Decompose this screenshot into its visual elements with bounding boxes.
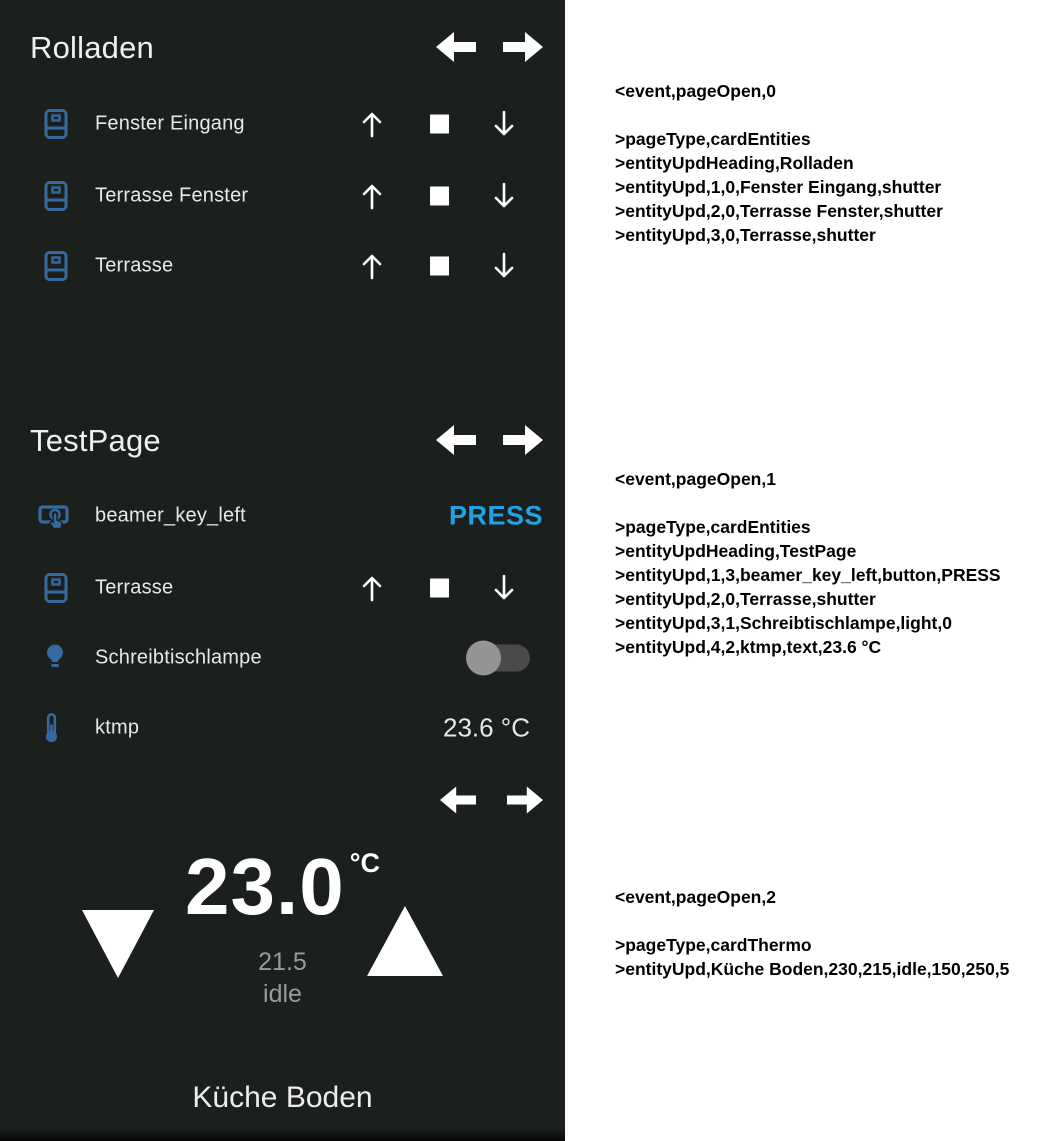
next-page-button[interactable] <box>507 785 543 815</box>
entity-label: Schreibtischlampe <box>95 646 262 669</box>
entity-row <box>0 638 565 678</box>
log-lines <box>615 933 1009 981</box>
shutter-up-button[interactable] <box>359 110 385 138</box>
log-line: >entityUpd,Küche Boden,230,215,idle,150,250,5 <box>615 959 1010 979</box>
shutter-stop-button[interactable] <box>430 187 449 206</box>
entity-label: Terrasse <box>95 576 174 599</box>
temperature-unit: °C <box>349 848 380 878</box>
log-line: >entityUpdHeading,Rolladen <box>615 153 854 173</box>
log-event-line: <event,pageOpen,2 <box>615 887 776 907</box>
page-nav <box>440 785 543 815</box>
log-lines <box>615 515 1001 659</box>
page-title: Rolladen <box>30 30 154 65</box>
entity-label: Terrasse <box>95 254 174 277</box>
entity-label: Fenster Eingang <box>95 112 245 135</box>
log-line: >pageType,cardThermo <box>615 935 812 955</box>
entity-row <box>0 246 565 286</box>
light-toggle-off[interactable] <box>467 645 530 672</box>
log-event-line: <event,pageOpen,1 <box>615 469 776 489</box>
thermostat-title: Küche Boden <box>192 1081 373 1114</box>
entity-row <box>0 104 565 144</box>
prev-page-button[interactable] <box>436 32 476 62</box>
log-line: >entityUpd,3,0,Terrasse,shutter <box>615 225 876 245</box>
window-shutter-icon <box>44 573 68 604</box>
shutter-down-button[interactable] <box>491 110 517 138</box>
shutter-stop-button[interactable] <box>430 257 449 276</box>
log-line: >pageType,cardEntities <box>615 129 811 149</box>
toggle-knob <box>466 641 501 676</box>
entity-row <box>0 496 565 536</box>
next-page-button[interactable] <box>503 32 543 62</box>
log-block-page0 <box>615 79 943 247</box>
entity-label: beamer_key_left <box>95 504 246 527</box>
thermometer-icon <box>44 713 59 744</box>
shutter-up-button[interactable] <box>359 252 385 280</box>
log-line: >entityUpdHeading,TestPage <box>615 541 857 561</box>
card-rolladen <box>0 0 565 393</box>
lightbulb-icon <box>44 643 66 673</box>
window-shutter-icon <box>44 181 68 212</box>
log-block-page2 <box>615 885 1009 981</box>
entity-row <box>0 568 565 608</box>
log-line: >entityUpd,1,0,Fenster Eingang,shutter <box>615 177 942 197</box>
protocol-log-column <box>615 0 1045 1141</box>
page-nav <box>436 425 543 455</box>
log-line: >entityUpd,1,3,beamer_key_left,button,PRESS <box>615 565 1001 585</box>
hvac-state: idle <box>263 980 302 1008</box>
log-line: >entityUpd,2,0,Terrasse,shutter <box>615 589 876 609</box>
entity-label: Terrasse Fenster <box>95 184 249 207</box>
entity-label: ktmp <box>95 716 140 739</box>
window-shutter-icon <box>44 109 68 140</box>
press-button[interactable]: PRESS <box>448 500 543 531</box>
sensor-value: 23.6 °C <box>442 712 530 743</box>
shutter-up-button[interactable] <box>359 182 385 210</box>
shutter-stop-button[interactable] <box>430 579 449 598</box>
log-line: >entityUpd,3,1,Schreibtischlampe,light,0 <box>615 613 952 633</box>
next-page-button[interactable] <box>503 425 543 455</box>
card-testpage <box>0 393 565 763</box>
prev-page-button[interactable] <box>436 425 476 455</box>
shutter-stop-button[interactable] <box>430 115 449 134</box>
shutter-down-button[interactable] <box>491 574 517 602</box>
shutter-down-button[interactable] <box>491 182 517 210</box>
log-line: >entityUpd,2,0,Terrasse Fenster,shutter <box>615 201 943 221</box>
log-block-page1 <box>615 467 1001 659</box>
card-thermo <box>0 763 565 1141</box>
entity-row <box>0 708 565 748</box>
entity-row <box>0 176 565 216</box>
log-line: >pageType,cardEntities <box>615 517 811 537</box>
shutter-up-button[interactable] <box>359 574 385 602</box>
gesture-tap-button-icon <box>37 501 70 531</box>
target-temperature: 21.5 <box>258 948 307 976</box>
log-lines <box>615 127 943 247</box>
page-title: TestPage <box>30 423 161 458</box>
log-line: >entityUpd,4,2,ktmp,text,23.6 °C <box>615 637 882 657</box>
page-nav <box>436 32 543 62</box>
window-shutter-icon <box>44 251 68 282</box>
current-temperature-value: 23.0 <box>185 842 345 931</box>
shutter-down-button[interactable] <box>491 252 517 280</box>
log-event-line: <event,pageOpen,0 <box>615 81 776 101</box>
prev-page-button[interactable] <box>440 785 476 815</box>
